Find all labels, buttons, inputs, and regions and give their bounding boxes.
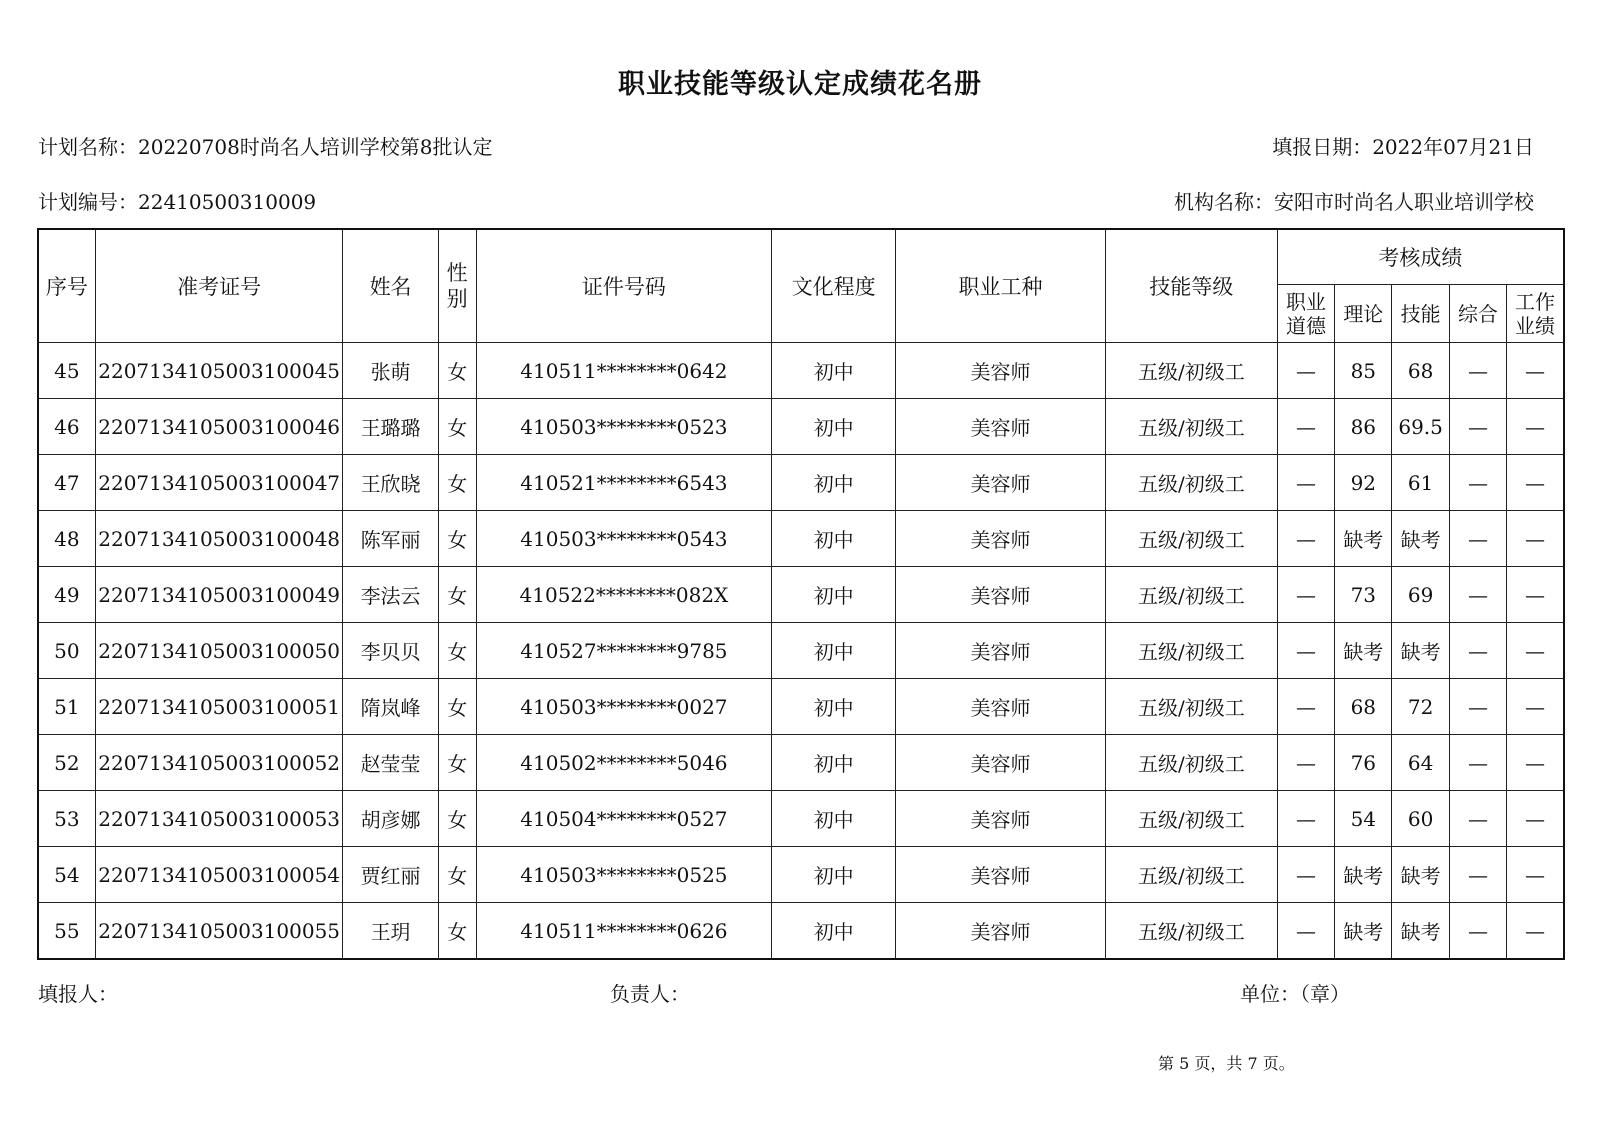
cell-skill-level: 五级/初级工 bbox=[1105, 847, 1277, 903]
cell-gender: 女 bbox=[438, 847, 476, 903]
cell-ethics: — bbox=[1277, 623, 1334, 679]
cell-occupation: 美容师 bbox=[896, 903, 1106, 960]
cell-theory: 54 bbox=[1335, 791, 1392, 847]
cell-ethics: — bbox=[1277, 679, 1334, 735]
cell-ticket: 2207134105003100049 bbox=[95, 567, 343, 623]
cell-ticket: 2207134105003100048 bbox=[95, 511, 343, 567]
cell-ethics: — bbox=[1277, 343, 1334, 399]
cell-skill-level: 五级/初级工 bbox=[1105, 343, 1277, 399]
cell-work: — bbox=[1507, 791, 1564, 847]
cell-name: 胡彦娜 bbox=[343, 791, 438, 847]
cell-id-number: 410511********0642 bbox=[476, 343, 772, 399]
cell-occupation: 美容师 bbox=[896, 679, 1106, 735]
cell-education: 初中 bbox=[772, 623, 896, 679]
table-body bbox=[38, 343, 1564, 960]
cell-id-number: 410502********5046 bbox=[476, 735, 772, 791]
cell-overall: — bbox=[1449, 567, 1506, 623]
cell-gender: 女 bbox=[438, 567, 476, 623]
cell-work: — bbox=[1507, 455, 1564, 511]
cell-skill: 69.5 bbox=[1392, 399, 1449, 455]
cell-skill-level: 五级/初级工 bbox=[1105, 399, 1277, 455]
cell-theory: 68 bbox=[1335, 679, 1392, 735]
cell-work: — bbox=[1507, 735, 1564, 791]
cell-name: 贾红丽 bbox=[343, 847, 438, 903]
cell-work: — bbox=[1507, 567, 1564, 623]
cell-education: 初中 bbox=[772, 903, 896, 960]
cell-work: — bbox=[1507, 679, 1564, 735]
col-header-ticket: 准考证号 bbox=[95, 229, 343, 343]
cell-overall: — bbox=[1449, 847, 1506, 903]
col-header-seq: 序号 bbox=[38, 229, 95, 343]
cell-work: — bbox=[1507, 623, 1564, 679]
cell-id-number: 410521********6543 bbox=[476, 455, 772, 511]
cell-skill: 缺考 bbox=[1392, 511, 1449, 567]
table-header bbox=[38, 229, 1564, 343]
col-header-occupation: 职业工种 bbox=[896, 229, 1106, 343]
plan-name: 计划名称：20220708时尚名人培训学校第8批认定 bbox=[38, 135, 493, 159]
cell-gender: 女 bbox=[438, 623, 476, 679]
col-header-ethics: 职业道德 bbox=[1277, 285, 1334, 343]
cell-seq: 55 bbox=[38, 903, 95, 960]
col-header-overall: 综合 bbox=[1449, 285, 1506, 343]
cell-work: — bbox=[1507, 511, 1564, 567]
table-row bbox=[38, 343, 1564, 399]
cell-ticket: 2207134105003100046 bbox=[95, 399, 343, 455]
fill-date: 填报日期：2022年07月21日 bbox=[1272, 135, 1534, 159]
col-header-id-number: 证件号码 bbox=[476, 229, 772, 343]
cell-overall: — bbox=[1449, 511, 1506, 567]
cell-education: 初中 bbox=[772, 735, 896, 791]
cell-work: — bbox=[1507, 399, 1564, 455]
cell-skill: 69 bbox=[1392, 567, 1449, 623]
cell-skill: 61 bbox=[1392, 455, 1449, 511]
cell-occupation: 美容师 bbox=[896, 399, 1106, 455]
cell-skill-level: 五级/初级工 bbox=[1105, 791, 1277, 847]
cell-name: 王玥 bbox=[343, 903, 438, 960]
cell-id-number: 410504********0527 bbox=[476, 791, 772, 847]
organization-name: 机构名称：安阳市时尚名人职业培训学校 bbox=[1174, 190, 1534, 214]
cell-overall: — bbox=[1449, 791, 1506, 847]
cell-skill: 60 bbox=[1392, 791, 1449, 847]
cell-gender: 女 bbox=[438, 791, 476, 847]
cell-name: 张萌 bbox=[343, 343, 438, 399]
table-row bbox=[38, 511, 1564, 567]
cell-skill-level: 五级/初级工 bbox=[1105, 623, 1277, 679]
cell-seq: 52 bbox=[38, 735, 95, 791]
cell-seq: 53 bbox=[38, 791, 95, 847]
cell-id-number: 410522********082X bbox=[476, 567, 772, 623]
cell-skill: 72 bbox=[1392, 679, 1449, 735]
col-header-skill-level: 技能等级 bbox=[1105, 229, 1277, 343]
cell-theory: 缺考 bbox=[1335, 903, 1392, 960]
cell-gender: 女 bbox=[438, 455, 476, 511]
cell-seq: 49 bbox=[38, 567, 95, 623]
cell-skill: 缺考 bbox=[1392, 847, 1449, 903]
cell-ethics: — bbox=[1277, 399, 1334, 455]
col-header-gender: 性别 bbox=[438, 229, 476, 343]
cell-education: 初中 bbox=[772, 343, 896, 399]
cell-seq: 45 bbox=[38, 343, 95, 399]
cell-overall: — bbox=[1449, 903, 1506, 960]
cell-ticket: 2207134105003100047 bbox=[95, 455, 343, 511]
cell-theory: 73 bbox=[1335, 567, 1392, 623]
cell-seq: 51 bbox=[38, 679, 95, 735]
cell-name: 李贝贝 bbox=[343, 623, 438, 679]
cell-education: 初中 bbox=[772, 847, 896, 903]
cell-theory: 85 bbox=[1335, 343, 1392, 399]
cell-education: 初中 bbox=[772, 511, 896, 567]
cell-skill: 68 bbox=[1392, 343, 1449, 399]
cell-work: — bbox=[1507, 343, 1564, 399]
cell-name: 王欣晓 bbox=[343, 455, 438, 511]
cell-ticket: 2207134105003100055 bbox=[95, 903, 343, 960]
cell-ethics: — bbox=[1277, 567, 1334, 623]
cell-ethics: — bbox=[1277, 455, 1334, 511]
cell-gender: 女 bbox=[438, 511, 476, 567]
cell-name: 李法云 bbox=[343, 567, 438, 623]
cell-occupation: 美容师 bbox=[896, 623, 1106, 679]
cell-skill-level: 五级/初级工 bbox=[1105, 679, 1277, 735]
table-row bbox=[38, 679, 1564, 735]
score-roster-table bbox=[37, 228, 1565, 960]
cell-id-number: 410511********0626 bbox=[476, 903, 772, 960]
cell-overall: — bbox=[1449, 455, 1506, 511]
cell-ticket: 2207134105003100051 bbox=[95, 679, 343, 735]
cell-id-number: 410503********0027 bbox=[476, 679, 772, 735]
cell-seq: 50 bbox=[38, 623, 95, 679]
cell-seq: 47 bbox=[38, 455, 95, 511]
cell-theory: 缺考 bbox=[1335, 511, 1392, 567]
col-header-education: 文化程度 bbox=[772, 229, 896, 343]
cell-name: 王璐璐 bbox=[343, 399, 438, 455]
responsible-label: 负责人： bbox=[610, 982, 690, 1006]
cell-education: 初中 bbox=[772, 399, 896, 455]
cell-seq: 54 bbox=[38, 847, 95, 903]
col-group-scores: 考核成绩 bbox=[1277, 229, 1564, 285]
cell-occupation: 美容师 bbox=[896, 847, 1106, 903]
cell-theory: 76 bbox=[1335, 735, 1392, 791]
table-row bbox=[38, 455, 1564, 511]
page-title: 职业技能等级认定成绩花名册 bbox=[618, 69, 982, 100]
cell-skill: 缺考 bbox=[1392, 903, 1449, 960]
cell-ticket: 2207134105003100053 bbox=[95, 791, 343, 847]
cell-theory: 92 bbox=[1335, 455, 1392, 511]
cell-name: 陈军丽 bbox=[343, 511, 438, 567]
cell-occupation: 美容师 bbox=[896, 567, 1106, 623]
cell-overall: — bbox=[1449, 343, 1506, 399]
cell-theory: 86 bbox=[1335, 399, 1392, 455]
cell-skill-level: 五级/初级工 bbox=[1105, 455, 1277, 511]
cell-ticket: 2207134105003100052 bbox=[95, 735, 343, 791]
cell-education: 初中 bbox=[772, 455, 896, 511]
cell-name: 赵莹莹 bbox=[343, 735, 438, 791]
col-header-skill: 技能 bbox=[1392, 285, 1449, 343]
cell-id-number: 410503********0543 bbox=[476, 511, 772, 567]
cell-ethics: — bbox=[1277, 735, 1334, 791]
cell-education: 初中 bbox=[772, 567, 896, 623]
cell-skill: 64 bbox=[1392, 735, 1449, 791]
cell-ethics: — bbox=[1277, 847, 1334, 903]
table-row bbox=[38, 903, 1564, 960]
cell-education: 初中 bbox=[772, 791, 896, 847]
cell-overall: — bbox=[1449, 735, 1506, 791]
col-header-theory: 理论 bbox=[1335, 285, 1392, 343]
cell-gender: 女 bbox=[438, 679, 476, 735]
cell-ticket: 2207134105003100054 bbox=[95, 847, 343, 903]
table-row bbox=[38, 735, 1564, 791]
plan-number: 计划编号：22410500310009 bbox=[38, 190, 317, 214]
cell-overall: — bbox=[1449, 679, 1506, 735]
cell-overall: — bbox=[1449, 623, 1506, 679]
cell-theory: 缺考 bbox=[1335, 847, 1392, 903]
cell-ethics: — bbox=[1277, 511, 1334, 567]
cell-skill-level: 五级/初级工 bbox=[1105, 511, 1277, 567]
cell-skill: 缺考 bbox=[1392, 623, 1449, 679]
table-row bbox=[38, 399, 1564, 455]
filler-label: 填报人： bbox=[38, 982, 118, 1006]
cell-ticket: 2207134105003100045 bbox=[95, 343, 343, 399]
cell-name: 隋岚峰 bbox=[343, 679, 438, 735]
cell-skill-level: 五级/初级工 bbox=[1105, 903, 1277, 960]
cell-ethics: — bbox=[1277, 791, 1334, 847]
cell-occupation: 美容师 bbox=[896, 791, 1106, 847]
cell-education: 初中 bbox=[772, 679, 896, 735]
col-header-name: 姓名 bbox=[343, 229, 438, 343]
cell-work: — bbox=[1507, 903, 1564, 960]
table-row bbox=[38, 567, 1564, 623]
cell-id-number: 410503********0525 bbox=[476, 847, 772, 903]
cell-skill-level: 五级/初级工 bbox=[1105, 567, 1277, 623]
cell-id-number: 410503********0523 bbox=[476, 399, 772, 455]
cell-gender: 女 bbox=[438, 343, 476, 399]
table-row bbox=[38, 623, 1564, 679]
cell-seq: 46 bbox=[38, 399, 95, 455]
table-row bbox=[38, 847, 1564, 903]
cell-gender: 女 bbox=[438, 399, 476, 455]
page-indicator: 第 5 页，共 7 页。 bbox=[1158, 1054, 1295, 1073]
cell-gender: 女 bbox=[438, 735, 476, 791]
cell-occupation: 美容师 bbox=[896, 511, 1106, 567]
col-header-work: 工作业绩 bbox=[1507, 285, 1564, 343]
cell-work: — bbox=[1507, 847, 1564, 903]
unit-seal-label: 单位：（章） bbox=[1240, 982, 1350, 1006]
cell-occupation: 美容师 bbox=[896, 455, 1106, 511]
cell-ticket: 2207134105003100050 bbox=[95, 623, 343, 679]
cell-seq: 48 bbox=[38, 511, 95, 567]
cell-gender: 女 bbox=[438, 903, 476, 960]
cell-ethics: — bbox=[1277, 903, 1334, 960]
cell-occupation: 美容师 bbox=[896, 735, 1106, 791]
cell-id-number: 410527********9785 bbox=[476, 623, 772, 679]
cell-occupation: 美容师 bbox=[896, 343, 1106, 399]
cell-skill-level: 五级/初级工 bbox=[1105, 735, 1277, 791]
table-row bbox=[38, 791, 1564, 847]
cell-overall: — bbox=[1449, 399, 1506, 455]
cell-theory: 缺考 bbox=[1335, 623, 1392, 679]
